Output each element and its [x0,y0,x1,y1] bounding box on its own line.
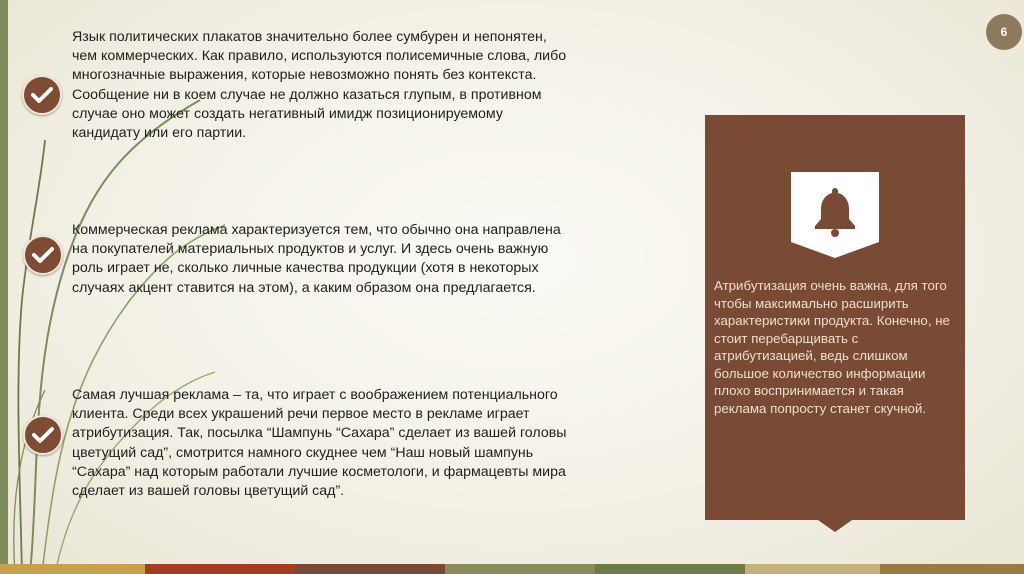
callout-pointer [818,520,852,532]
paragraph-best-advertising: Самая лучшая реклама – та, что играет с воображением потенциального клиента. Среди всех украшений речи первое место в рекламе играет атрибутизация. Так, посылка “Шампунь “Сахара” сделает из вашей головы цветущий сад”, смотрится намного скуднее чем “Наш новый шампунь “Сахара” над которым работали лучшие косметологи, и фармацевты мира сделает из вашей головы цветущий сад”. [72,387,567,500]
band-segment [880,564,1024,574]
band-segment [445,564,595,574]
bullet-check-1 [22,75,62,115]
bottom-color-band [0,564,1024,574]
page-number-badge: 6 [986,14,1022,50]
bullet-check-3 [23,415,63,455]
band-segment [295,564,445,574]
bullet-check-2 [23,235,63,275]
band-segment [595,564,745,574]
callout-text: Атрибутизация очень важна, для того чтобы максимально расширить характеристики продукта. Конечно, не стоит перебарщивать с атрибутизацией, ведь слишком большое количество информации плохо воспринимается и такая реклама попросту станет скучной. [714,278,950,416]
band-segment [745,564,880,574]
paragraph-commercial-ads: Коммерческая реклама характеризуется тем, что обычно она направлена на покупателей материальных продуктов и услуг. И здесь очень важную роль играет не, сколько личные качества продукции (хотя в некоторых случаях акцент ставится на этом), а каким образом она предлагается. [72,222,561,296]
bell-badge [791,172,879,258]
checkmark-icon [32,426,54,444]
band-segment [0,564,145,574]
checkmark-icon [32,246,54,264]
band-segment [145,564,295,574]
checkmark-icon [31,86,53,104]
paragraph-political-posters: Язык политических плакатов значительно более сумбурен и непонятен, чем коммерческих. Как правило, используются полисемичные слова, либо многозначные выражения, которые невозможно понять без контекста. Сообщение ни в коем случае не должно казаться глупым, в противном случае оно может создать негативный имидж позиционируемому кандидату или его партии. [72,29,567,142]
